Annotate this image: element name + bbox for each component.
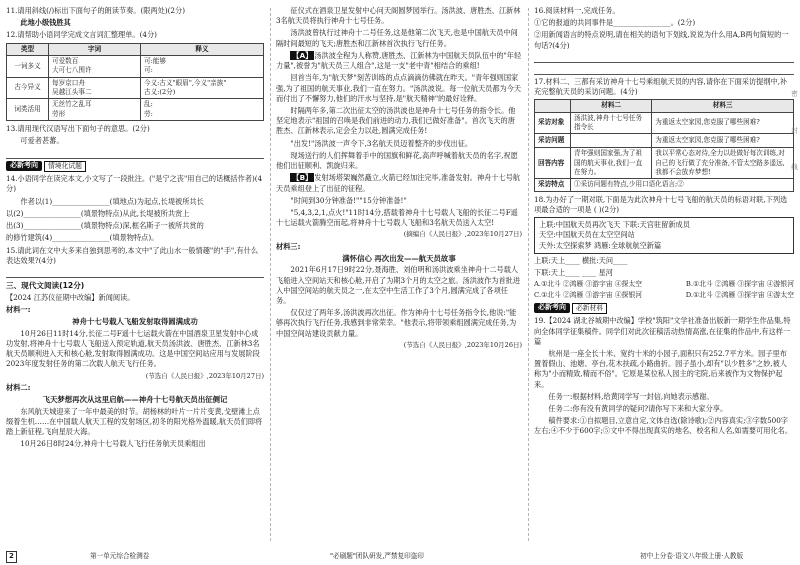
- countdown-2: "5,4,3,2,1,点火!"11时14分,搭载着神舟十七号载人飞船的长征二号F遥十七运载火箭腾空而起,将神舟十七号载人飞船和3名航天员送入太空!: [276, 207, 518, 228]
- question-17: 17.材料二、三都有采访神舟十七号乘组航天员的内容,请你在下面采访提纲中,补充完整航天员的采访问题。(4分): [534, 76, 788, 97]
- footer-right: 初中上分卷·语文八年级上册·人教版: [640, 551, 744, 560]
- interview-header-m3: 材料三: [652, 100, 794, 112]
- material-2-text: 东风航天城迎来了一年中最美的时节。胡杨林的叶片一片片变黄,戈壁滩上点缀着生机……在中国载人航天工程的发射场区,初冬的阳光格外温暖,航天员们即将踏上新征程,飞向星辰大海。: [6, 406, 263, 436]
- table-row: [535, 179, 794, 191]
- paragraph: "出发!"汤洪波一声令下,3名航天员迈着整齐的步伐出征。: [290, 138, 473, 148]
- countdown-1: "时间到30分钟准备!""15分钟准备!": [290, 195, 407, 205]
- seal-line-label: 密 封 线: [790, 90, 798, 184]
- material-1-source: (节选自《人民日报》,2023年10月27日): [145, 371, 264, 380]
- q19-tagbar: [534, 303, 794, 315]
- q19-task-1: 任务一:根据材料,给黄同学写一封信,向她表示感谢。: [548, 391, 714, 401]
- marker-a: 【A】: [292, 50, 313, 60]
- q16-part-1[interactable]: ①它的报道的共同事件是________________。(2分): [534, 18, 696, 28]
- new-direction-tag: 必新考向: [6, 161, 42, 171]
- column-left: [6, 6, 264, 451]
- q19-material: 杭州是一座全长十米、宽约十米的小园子,面积只有252.7平方米。园子里布置着假山、池塘、亭台,花木扶疏,小路曲折。园子虽小,却有"以少胜多"之妙,被人称为"小而精致,精而不俗"。它原是某位私人园主的宅院,后来被作为文物保护起来。: [534, 348, 787, 389]
- answer-line[interactable]: [6, 268, 264, 278]
- table-cell: 每岁京口舟 吴越江头事二: [49, 77, 141, 99]
- paragraph: 汤洪波曾执行过神舟十二号任务,这是他第二次飞天,也是中国航天员中间隔时间最短的飞天;唐胜杰和江新林首次执行飞行任务。: [276, 28, 518, 48]
- section-3-sub: 【2024 江苏仪征期中改编】新闻阅读。: [6, 292, 135, 302]
- column-middle: [276, 6, 522, 352]
- material-1-title: 神舟十七号载人飞船发射取得圆满成功: [72, 317, 198, 327]
- material-2-title: 飞天梦想再次从这里启航——神舟十七号航天员出征侧记: [42, 395, 228, 405]
- q14-line-2[interactable]: 以(2)________________(填景物特点)从此,长堤被所共赏上: [6, 208, 190, 218]
- q19-requirements: 稿件要求:①自拟题目,立意自定,文体自选(除诗歌);②内容真实;③字数500字左右;④不少于600字;⑤文中不得出现真实的地名、校名和人名,如需要可用化名。: [534, 416, 793, 436]
- q18-line-1: 上联:天上____ 横批:天问____: [534, 255, 628, 265]
- answer-line[interactable]: [534, 53, 794, 63]
- question-15: 15.请此词在文中大多来自独到思考的,本文中"了此山水一般情趣"的"手",有什么表达效果?(4分): [6, 245, 259, 265]
- table-cell: 一词多义: [7, 56, 49, 78]
- paragraph: 现场送行的人们挥舞着手中的国旗和鲜花,高声呼喊着航天员的名字,祝愿他们出征顺利、凯旋归来。: [276, 150, 518, 171]
- q14-line-3[interactable]: 出(3)________________(填景物特点)深,框名斯子一被所共赏的: [6, 221, 204, 231]
- q18-options-row-1: [534, 280, 794, 290]
- table-row: [535, 148, 794, 179]
- q14-tagbar: [6, 161, 264, 173]
- material-3-label: 材料三:: [276, 241, 301, 251]
- q13-sentence: 可爱者甚蕃。: [20, 136, 64, 146]
- table-cell: 汤洪波,神舟十七号任务指令长: [571, 112, 652, 134]
- table-row: [535, 134, 794, 148]
- question-12: 12.请帮助小语同学完成文言词汇整理单。(4分): [6, 30, 157, 40]
- q16-part-2: ②用新闻语言的特点说明,请在相关的语句下划线,说说为什么用A,B两句简短的一句话?(4分): [534, 30, 789, 50]
- material-3-text-2: 仅仅过了两年多,汤洪波再次出征。作为神舟十七号任务指令长,他说:"能够再次执行飞行任务,我感到非常荣幸。"他表示,将带领乘组圆满完成任务,为中国空间站建设贡献力量。: [276, 308, 517, 338]
- table-cell[interactable]: ①采访问题有特点,少用口语化语言;②: [571, 179, 794, 191]
- scenario-tag: 情境化试题: [44, 161, 86, 173]
- table-row: [7, 99, 264, 121]
- table-cell: 无丝竹之乱耳 劳形: [49, 99, 141, 121]
- table-row: [535, 112, 794, 134]
- new-material-tag: 必新材料: [572, 303, 607, 315]
- vocab-table: [6, 43, 264, 122]
- vocab-header-type: 类型: [7, 43, 49, 55]
- option-b[interactable]: B.①北斗 ②鸿雁 ③探宇宙 ④游银河: [685, 280, 794, 289]
- q18-options-row-2: [534, 291, 794, 301]
- question-13: 13.请用现代汉语写出下面句子的意思。(2分): [6, 124, 150, 134]
- column-divider: [528, 8, 529, 541]
- question-19: 19.【2024 湖北谷城期中改编】学校"筑阳"文学社准备出版新一期学生作品集,特向全体同学征集稿件。同学们对此次征稿活动热情高涨,在征集的作品中,有这样一篇: [534, 316, 791, 346]
- question-14: 14.小语同学在读完本文,小文写了一段批注。("是宁之丧"用自己的话概括作者)(4分): [6, 174, 263, 194]
- interview-header-m2: 材料二: [571, 100, 652, 112]
- question-16: 16.阅读材料一,完成任务。: [534, 6, 620, 15]
- question-11: 11.请用斜线(/)标出下面句子的朗读节奏。(限两处)(2分): [6, 6, 186, 15]
- footer-left: 第一单元综合检测卷: [90, 551, 150, 560]
- table-cell: 为重返太空家园,您克服了哪些困难?: [652, 112, 794, 134]
- material-3-source: (节选自《人民日报》,2023年10月26日): [403, 340, 522, 349]
- marker-b: 【B】: [292, 173, 313, 183]
- interview-header-blank: [535, 100, 571, 112]
- paragraph: 时隔两年多,第二次出征太空的汤洪波也是神舟十七号任务的指令长。他坚定地表示"祖国的召唤是我们前进的动力,我们已做好准备"。首次飞天的唐胜杰、江新林表示,定会全力以赴,圆满完成任务!: [276, 105, 516, 136]
- interview-table: [534, 99, 794, 192]
- paragraph-a: 汤洪波全程为人称赞,唐胜杰、江新林为中国航天员队伍中的"年轻力量",被誉为"航天员三人组合",这是一支"老中青"相结合的乘组!: [276, 50, 522, 71]
- q19-task-2: 任务二:你有没有黄同学的疑问?请你写下来和大家分享。: [548, 404, 728, 414]
- material-1-label: 材料一:: [6, 305, 31, 314]
- table-cell: 词类活用: [7, 99, 49, 121]
- couplet-line: 天空:中国航天员在太空空间站: [539, 230, 635, 240]
- q18-line-2: 下联:天上____ ____ 星河: [534, 268, 613, 278]
- vocab-header-word: 字词: [49, 43, 141, 55]
- couplet-line: 天外:太空探索梦 鸿雁:全球航航空新篇: [539, 240, 662, 250]
- q14-line-4[interactable]: 的修竹建筑(4)________________(填景物特点)。: [6, 233, 159, 243]
- q18-score[interactable]: ( )(2分): [593, 205, 620, 215]
- paragraph: 回首当年,为"航天梦"刻苦训练的点点滴滴仿佛就在昨天。"青年强则国家强,为了祖国的航天事业,我们一直在努力。"汤洪波说。每一位航天员都为今天而付出了不懈努力,他们的汗水与坚持,是"航天精神"的最好诠释。: [276, 73, 522, 103]
- material-3-text: 2021年6月17日9时22分,聂海胜、刘伯明和汤洪波乘坐神舟十二号载人飞船进入空间站天和核心舱,开启了为期3个月的太空之旅。汤洪波作为首批进入中国空间站的航天员之一,在太空中生活工作了3个月,圆满完成了各项任务。: [276, 265, 521, 305]
- table-cell[interactable]: 乱: 劳:: [141, 99, 264, 121]
- material-2-source: (摘编自《人民日报》,2023年10月27日): [403, 230, 522, 239]
- table-cell[interactable]: 可:能够 可:: [141, 56, 264, 78]
- couplet-box: [534, 217, 794, 254]
- table-cell: 采访对象: [535, 112, 571, 134]
- couplet-line: 上联:中国航天员再次飞天 下联:天宫驻留新成员: [539, 220, 690, 230]
- material-2-label: 材料二:: [6, 382, 31, 392]
- material-3-title: 满怀信心 再次出发——航天员故事: [342, 253, 456, 263]
- table-cell: 我以平常心态对待,全力以赴做好每次训练,对自己的飞行做了充分准备,不管太空路多遥远,我都不会放弃梦想!: [652, 148, 794, 179]
- material-1-text: 10月26日11时14分,长征二号F遥十七运载火箭在中国酒泉卫星发射中心成功发射,将神舟十七号载人飞船送入预定轨道,航天员汤洪波、唐胜杰、江新林3名航天员顺利进入天和核心舱,发射取得圆满成功。这是中国空间站应用与发展阶段2023年度发射任务的第二次载人航天飞行任务。: [6, 328, 260, 369]
- q11-sentence: 此地小级钱胜其: [20, 18, 71, 28]
- section-3-heading: 三、现代文阅读(12分): [6, 281, 85, 290]
- vocab-header-meaning: 释义: [141, 43, 264, 55]
- option-a[interactable]: A.①北斗 ②鸿雁 ③游宇宙 ④探太空: [534, 280, 643, 289]
- table-cell[interactable]: [571, 134, 652, 148]
- option-c[interactable]: C.①北斗 ②鸿雁 ③游宇宙 ④探银河: [534, 291, 643, 299]
- page-number: 2: [6, 551, 17, 563]
- answer-line[interactable]: [6, 149, 264, 159]
- table-row: [7, 56, 264, 78]
- answer-line[interactable]: [534, 65, 794, 75]
- table-row: [7, 77, 264, 99]
- material-2-text-2: 10月26日8时24分,神舟十七号载人飞行任务航天员乘组出: [20, 439, 206, 449]
- table-cell: 为重返太空家园,您克服了哪些困难?: [652, 134, 794, 148]
- paragraph-b: 发射场塔架巍然矗立,火箭已经加注完毕,准备发射。神舟十七号航天员乘组登上了出征的征程。: [276, 173, 521, 193]
- footer-middle: "必刷题"团队研发,严禁复印盗印: [330, 551, 424, 560]
- table-cell: 可爱数百 大可七八围许: [49, 56, 141, 78]
- question-18: [534, 195, 794, 215]
- column-divider: [270, 8, 271, 541]
- q14-line-1[interactable]: 作者以(1)________________(填地点)为起点,长堤被所共长: [20, 196, 204, 206]
- table-cell: 古今异义: [7, 77, 49, 99]
- column-right: [534, 6, 794, 439]
- table-cell: 采访特点: [535, 179, 571, 191]
- paragraph: 征仪式在酒泉卫星发射中心问天阁圆梦园举行。汤洪波、唐胜杰、江新林3名航天员将执行神舟十七号任务。: [276, 6, 521, 26]
- new-direction-tag: 必新考向: [534, 303, 570, 313]
- q18-text: 18.为办好了一期对联,下面是为此次神舟十七号飞船的航天员的标语对联,下列选项最合适的一项是: [534, 194, 788, 215]
- table-cell: 青年强则国家强,为了祖国的航天事业,我们一直在努力。: [571, 148, 652, 179]
- option-d[interactable]: D.①北斗 ②鸿雁 ③探宇宙 ④游太空: [685, 291, 794, 299]
- table-cell[interactable]: 今义:古义"眼眉",今义"亲族" 古义:(2分): [141, 77, 264, 99]
- table-cell: 采访问题: [535, 134, 571, 148]
- table-cell: 回答内容: [535, 148, 571, 179]
